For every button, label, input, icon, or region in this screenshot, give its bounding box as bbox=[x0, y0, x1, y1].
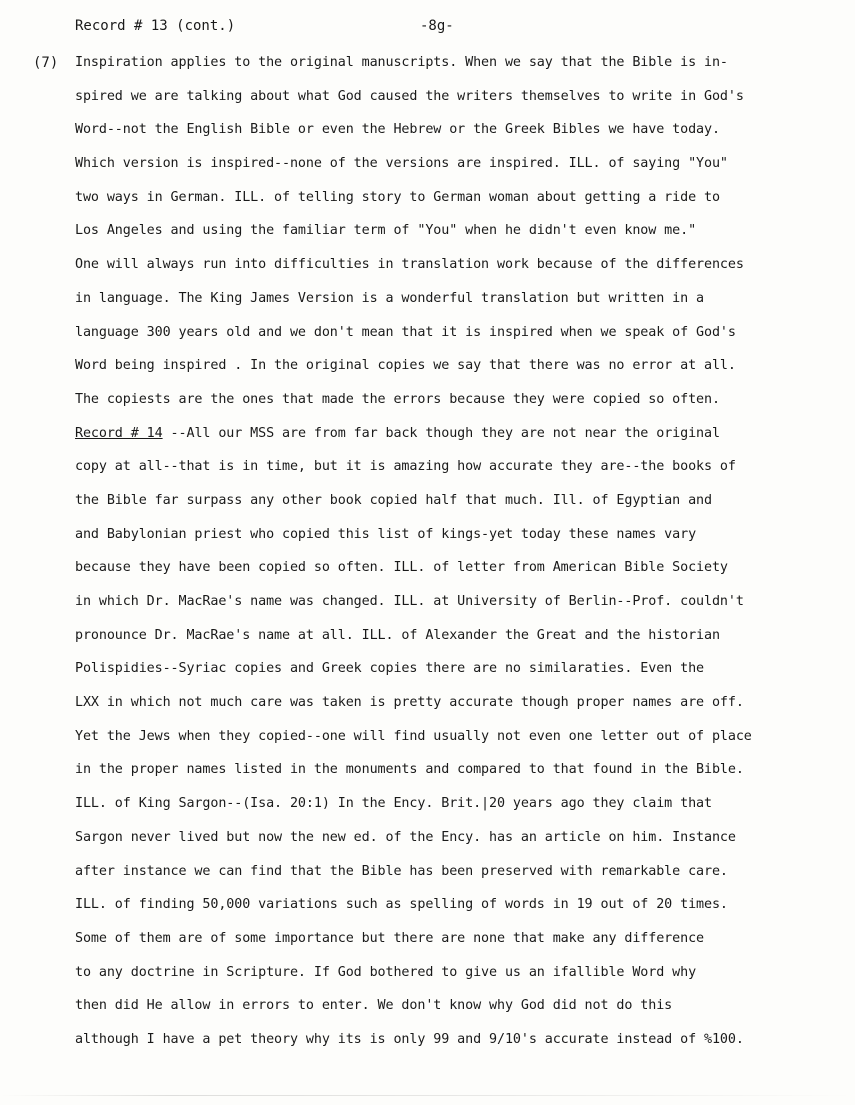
text-line-rest: --All our MSS are from far back though they are not near the original bbox=[162, 425, 720, 441]
scan-edge bbox=[0, 1095, 855, 1096]
page-number: -8g- bbox=[420, 18, 454, 34]
text-line: ILL. of King Sargon--(Isa. 20:1) In the Ency. Brit.|20 years ago they claim that bbox=[75, 796, 712, 812]
text-line: and Babylonian priest who copied this list of kings-yet today these names vary bbox=[75, 526, 697, 542]
text-line: spired we are talking about what God caused the writers themselves to write in God's bbox=[75, 88, 744, 104]
text-line: pronounce Dr. MacRae's name at all. ILL. of Alexander the Great and the historian bbox=[75, 627, 720, 643]
text-line-record-ref bbox=[75, 426, 815, 460]
text-line: One will always run into difficulties in translation work because of the differences bbox=[75, 257, 744, 273]
text-line: to any doctrine in Scripture. If God bothered to give us an ifallible Word why bbox=[75, 964, 697, 980]
text-line: Which version is inspired--none of the versions are inspired. ILL. of saying "You" bbox=[75, 156, 728, 172]
text-line: Word being inspired . In the original copies we say that there was no error at all. bbox=[75, 358, 736, 374]
text-line: LXX in which not much care was taken is pretty accurate though proper names are off. bbox=[75, 695, 744, 711]
text-line: then did He allow in errors to enter. We don't know why God did not do this bbox=[75, 998, 673, 1014]
text-line: The copiests are the ones that made the errors because they were copied so often. bbox=[75, 391, 720, 407]
text-line: Some of them are of some importance but there are none that make any difference bbox=[75, 930, 704, 946]
record-reference: Record # 14 bbox=[75, 425, 163, 441]
section-marker: (7) bbox=[33, 55, 59, 71]
text-line: Inspiration applies to the original manuscripts. When we say that the Bible is in- bbox=[75, 55, 728, 70]
text-line: the Bible far surpass any other book copied half that much. Ill. of Egyptian and bbox=[75, 492, 712, 508]
text-line: Sargon never lived but now the new ed. of the Ency. has an article on him. Instance bbox=[75, 829, 736, 845]
text-line: Yet the Jews when they copied--one will find usually not even one letter out of place bbox=[75, 728, 752, 744]
text-line: ILL. of finding 50,000 variations such as spelling of words in 19 out of 20 times. bbox=[75, 897, 728, 913]
text-line: copy at all--that is in time, but it is amazing how accurate they are--the books of bbox=[75, 459, 736, 475]
text-line: two ways in German. ILL. of telling story to German woman about getting a ride to bbox=[75, 189, 720, 205]
text-line: in language. The King James Version is a wonderful translation but written in a bbox=[75, 290, 704, 306]
text-line: in the proper names listed in the monuments and compared to that found in the Bible. bbox=[75, 762, 744, 778]
text-line: Word--not the English Bible or even the Hebrew or the Greek Bibles we have today. bbox=[75, 122, 720, 138]
text-line: in which Dr. MacRae's name was changed. ILL. at University of Berlin--Prof. couldn't bbox=[75, 594, 744, 609]
text-line: language 300 years old and we don't mean that it is inspired when we speak of God's bbox=[75, 324, 736, 340]
body-text bbox=[75, 55, 815, 1066]
text-line: Polispidies--Syriac copies and Greek copies there are no similaraties. Even the bbox=[75, 661, 704, 677]
text-line: after instance we can find that the Bible has been preserved with remarkable care. bbox=[75, 863, 728, 879]
text-line: because they have been copied so often. ILL. of letter from American Bible Society bbox=[75, 560, 728, 576]
text-line: Los Angeles and using the familiar term of "You" when he didn't even know me." bbox=[75, 223, 697, 239]
record-header: Record # 13 (cont.) bbox=[75, 18, 236, 34]
text-line: although I have a pet theory why its is only 99 and 9/10's accurate instead of %100. bbox=[75, 1031, 744, 1047]
